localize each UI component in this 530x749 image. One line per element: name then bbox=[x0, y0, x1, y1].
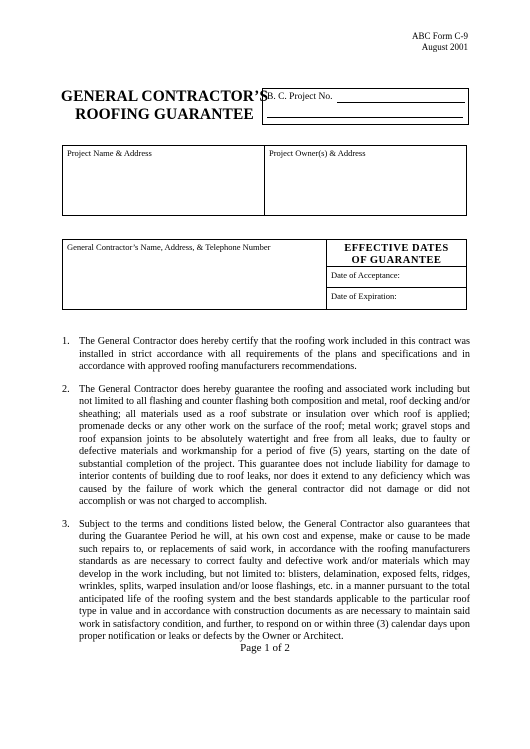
project-number-field-2[interactable] bbox=[267, 107, 463, 118]
form-identifier bbox=[412, 31, 468, 53]
document-title bbox=[52, 88, 277, 124]
effective-dates-heading-line-1: EFFECTIVE DATES bbox=[344, 243, 449, 254]
term-item bbox=[62, 384, 470, 509]
term-text: Subject to the terms and conditions listed below, the General Contractor also guarantees that during the Guarantee Period he will, at his own cost and expense, make or cause to be made such repairs to, or replacements of said work, in accordance with the roofing manufacturers standards as are necessary to correct faulty and defective work and/or materials which may develop in the work including, but not limited to: blisters, delamination, exposed felts, ridges, wrinkles, splits, warped insulation and/or loose flashings, etc. in a manner pursuant to the total anticipated life of the roofing system and the best standards applicable to the particular roof type in value and in accordance with construction documents as are necessary to maintain said work in satisfactory condition, and further, to respond on or within three (3) calendar days upon proper notification or leaks or defects by the Owner or Architect. bbox=[79, 518, 470, 642]
acceptance-date-label: Date of Acceptance: bbox=[331, 270, 400, 280]
project-number-label: B. C. Project No. bbox=[267, 92, 333, 102]
page-number: Page 1 of 2 bbox=[240, 642, 290, 654]
project-name-label: Project Name & Address bbox=[67, 148, 152, 158]
term-text: The General Contractor does hereby certify that the roofing work included in this contract was installed in strict accordance with all requirements of the plans and specifications and in accordance with approved roofing manufacturers recommendations. bbox=[79, 336, 470, 372]
contractor-info-box bbox=[62, 239, 467, 310]
expiration-date-label: Date of Expiration: bbox=[331, 291, 397, 301]
title-line-1: GENERAL CONTRACTOR’S bbox=[60, 88, 269, 105]
term-number: 2. bbox=[62, 383, 70, 395]
project-number-row bbox=[267, 92, 465, 103]
effective-dates-heading-line-2: OF GUARANTEE bbox=[351, 255, 442, 266]
project-info-box bbox=[62, 145, 467, 216]
project-owner-cell[interactable] bbox=[265, 146, 466, 215]
contractor-cell[interactable] bbox=[63, 240, 327, 309]
guarantee-terms bbox=[62, 336, 470, 654]
term-item bbox=[62, 519, 470, 644]
project-number-row-2 bbox=[267, 107, 463, 118]
project-owner-label: Project Owner(s) & Address bbox=[269, 148, 366, 158]
form-number: ABC Form C-9 bbox=[411, 31, 468, 41]
term-number: 3. bbox=[62, 518, 70, 530]
project-name-cell[interactable] bbox=[63, 146, 265, 215]
effective-dates-cell bbox=[327, 240, 466, 309]
term-text: The General Contractor does hereby guarantee the roofing and associated work including but not limited to all flashing and counter flashing both composition and metal, roof decking and/or sheathing; all materials used as a roof substrate or insulation over which roof is applied; promenade decks or any other work on the surface of the roof; metal work; gravel stops and roof expansion joints to be absolutely watertight and free from all leaks, due to faulty or defective materials and workmanship for a period of five (5) years, starting on the date of substantial completion of the project. This guarantee does not include liability for damage to interior contents of building due to roof leaks, nor does it extend to any deficiency which was caused by the failure of work which the general contractor did not damage or did not accomplish or was not charged to accomplish. bbox=[79, 383, 470, 507]
effective-dates-heading bbox=[327, 240, 466, 267]
project-number-box bbox=[262, 88, 469, 125]
title-line-2: ROOFING GUARANTEE bbox=[75, 106, 254, 123]
form-date: August 2001 bbox=[421, 42, 468, 52]
contractor-label: General Contractor’s Name, Address, & Telephone Number bbox=[67, 242, 271, 252]
term-item bbox=[62, 336, 470, 374]
expiration-date-field[interactable] bbox=[327, 287, 466, 309]
acceptance-date-field[interactable] bbox=[327, 266, 466, 288]
project-number-field[interactable] bbox=[337, 92, 465, 103]
term-number: 1. bbox=[62, 336, 70, 347]
